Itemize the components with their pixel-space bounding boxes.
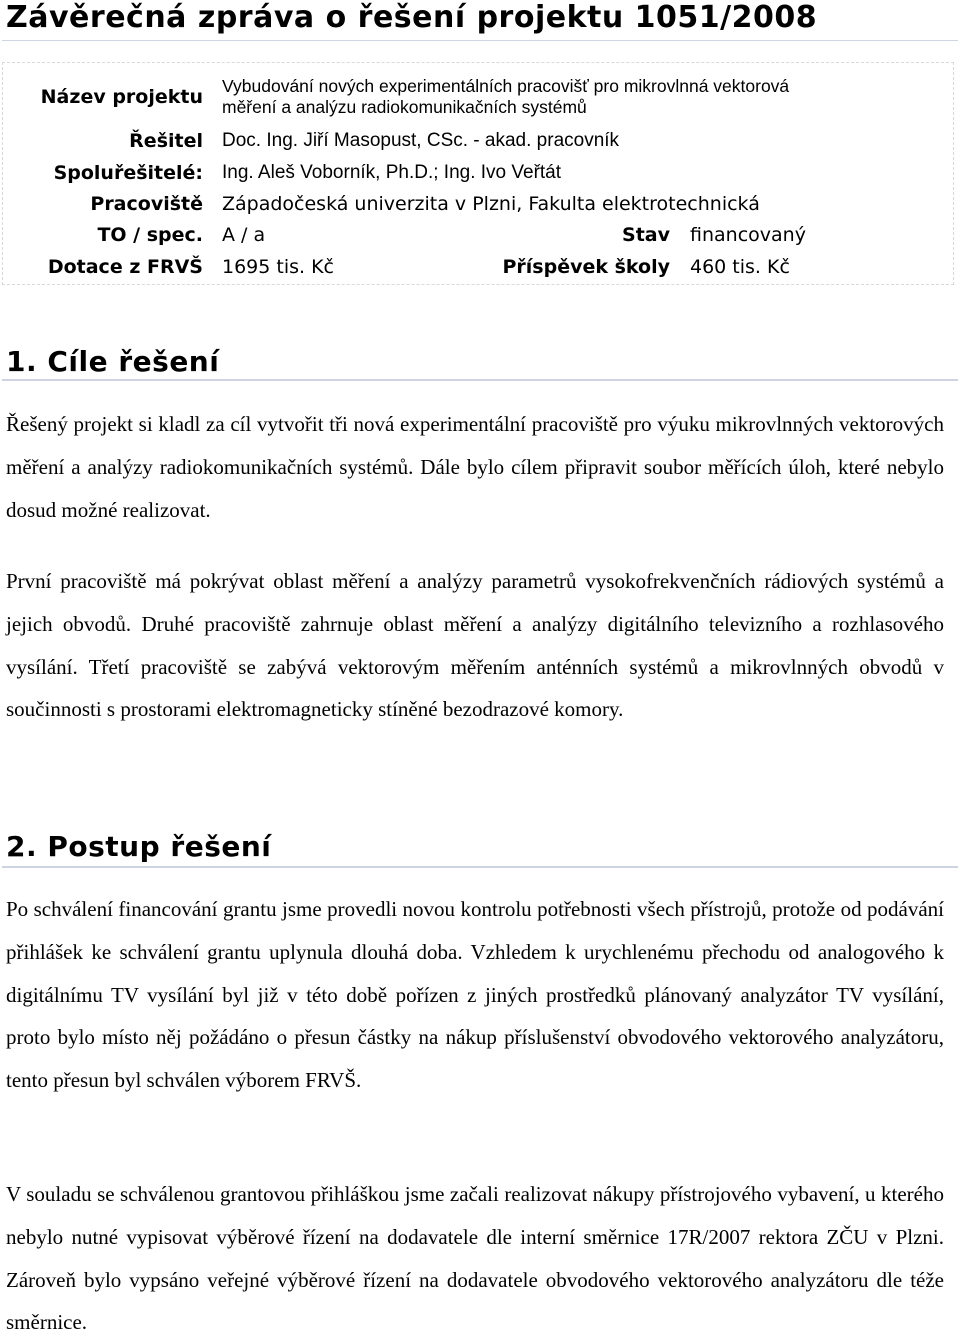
project-name-label: Název projektu bbox=[40, 86, 203, 108]
school-contribution-label: Příspěvek školy bbox=[502, 256, 670, 278]
procedure-paragraph-1: Po schválení financování grantu jsme provedli novou kontrolu potřebnosti všech přístrojů, protože od podávání přihlášek ke schválení grantu uplynula dlouhá doba. Vzhledem k urychlenému přechodu od analogového k digitálnímu TV vysílání byl již v této době pořízen z jiných prostředků plánovaný analyzátor TV vysílání, proto bylo místo něj požádáno o přesun částky na nákup příslušenství obvodového vektorového analyzátoru, tento přesun byl schválen výborem FRVŠ. bbox=[6, 897, 944, 1093]
project-name-line-1: Vybudování nových experimentálních pracovišť pro mikrovlnná vektorová bbox=[222, 76, 790, 96]
procedure-paragraph-2: V souladu se schválenou grantovou přihláškou jsme začali realizovat nákupy přístrojového vybavení, u kterého nebylo nutné vypisovat výběrové řízení na dodavatele dle interní směrnice 17R/2007 rektora ZČU v Plzni. Zároveň bylo vypsáno veřejné výběrové řízení na dodavatele obvodového vektorového analyzátoru dle téže směrnice. bbox=[6, 1182, 944, 1335]
workplace-label: Pracoviště bbox=[90, 193, 203, 215]
goals-paragraph-2: První pracoviště má pokrývat oblast měření a analýzy parametrů vysokofrekvenčních rádiových systémů a jejich obvodů. Druhé pracoviště zahrnuje oblast měření a analýzy digitálního televizního a rozhlasového vysílání. Třetí pracoviště se zabývá vektorovým měřením anténních systémů a mikrovlnných obvodů v součinnosti s prostorami elektromagneticky stíněné bezodrazové komory. bbox=[6, 569, 944, 722]
status-value: financovaný bbox=[690, 224, 806, 246]
solver-value: Doc. Ing. Jiří Masopust, CSc. - akad. pracovník bbox=[222, 130, 620, 151]
to-spec-label: TO / spec. bbox=[97, 224, 203, 246]
school-contribution-value: 460 tis. Kč bbox=[690, 256, 790, 278]
document-title: Závěrečná zpráva o řešení projektu 1051/2008 bbox=[6, 0, 818, 35]
cosolvers-label: Spoluřešitelé: bbox=[53, 162, 203, 184]
project-name-line-2: měření a analýzu radiokomunikačních systémů bbox=[222, 97, 587, 117]
goals-paragraph-1: Řešený projekt si kladl za cíl vytvořit tři nová experimentální pracoviště pro výuku mikrovlnných vektorových měření a analýzy radiokomunikačních systémů. Dále bylo cílem připravit soubor měřících úloh, které nebylo dosud možné realizovat. bbox=[6, 412, 944, 522]
title-divider bbox=[2, 40, 958, 41]
to-spec-value: A / a bbox=[222, 224, 266, 246]
workplace-value: Západočeská univerzita v Plzni, Fakulta elektrotechnická bbox=[222, 193, 760, 215]
grant-label: Dotace z FRVŠ bbox=[47, 256, 203, 278]
section-divider-goals bbox=[2, 379, 958, 381]
grant-value: 1695 tis. Kč bbox=[222, 256, 335, 278]
status-label: Stav bbox=[622, 224, 670, 246]
cosolvers-value: Ing. Aleš Voborník, Ph.D.; Ing. Ivo Veřtát bbox=[222, 162, 562, 183]
section-heading-goals: 1. Cíle řešení bbox=[6, 345, 220, 378]
section-divider-procedure bbox=[2, 866, 958, 868]
section-heading-procedure: 2. Postup řešení bbox=[6, 830, 272, 863]
solver-label: Řešitel bbox=[129, 130, 203, 152]
